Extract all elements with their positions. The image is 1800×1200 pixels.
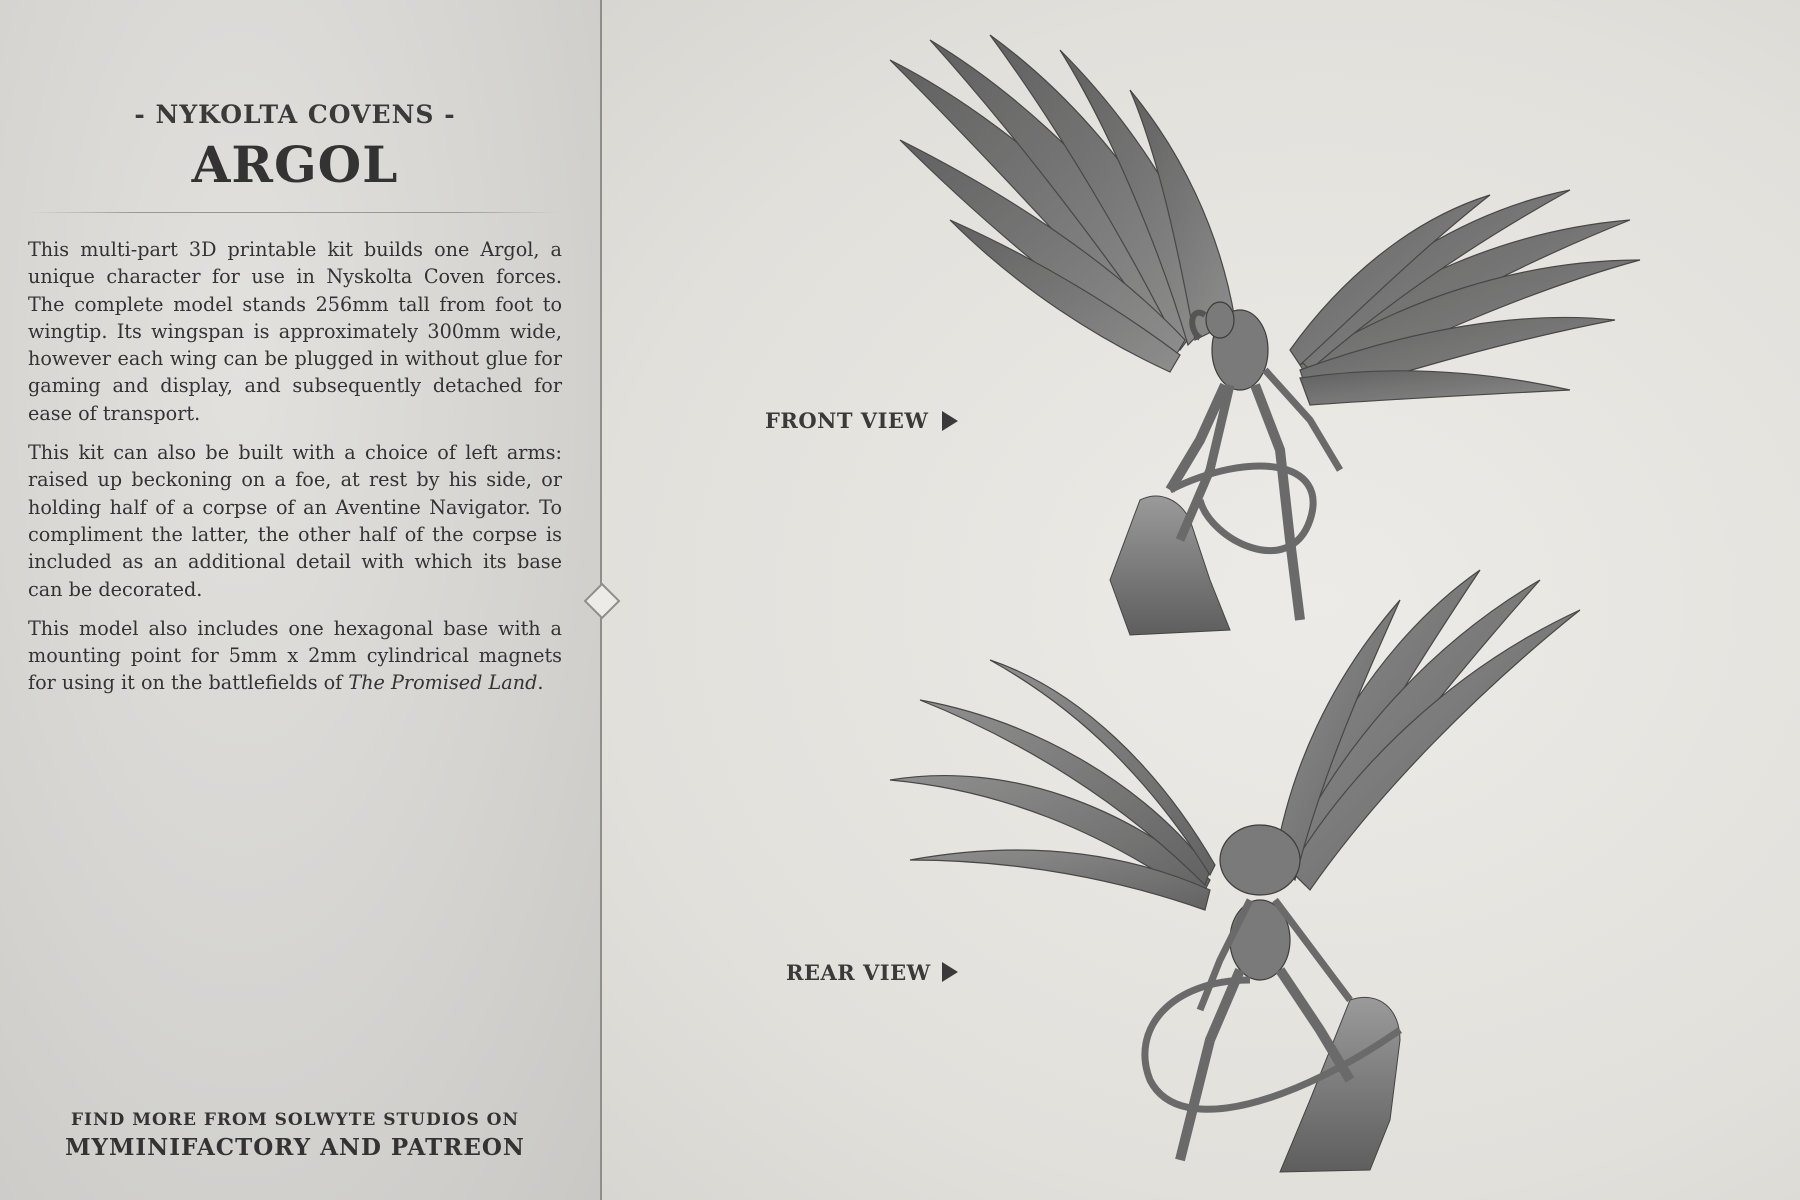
left-wing: [890, 35, 1235, 372]
game-title: The Promised Land: [348, 671, 538, 695]
rear-view-label: REAR VIEW: [786, 960, 931, 985]
footer-line-2: MYMINIFACTORY AND PATREON: [65, 1134, 525, 1161]
description-paragraph-1: This multi-part 3D printable kit builds one Argol, a unique character for use in Nyskolta Coven forces. The complete model stands 256mm tall from foot to wingtip. Its wingspan is approximately 300mm wide, however each wing can be plugged in without glue for gaming and display, and subsequently detached for ease of transport.: [28, 238, 562, 425]
description-paragraph-3-text: This model also includes one hexagonal base with a mounting point for 5mm x 2mm cylindrical magnets for using it on the battlefields of: [28, 616, 562, 695]
title-rule: [30, 212, 560, 213]
right-wing: [1290, 190, 1640, 405]
footer-line-1: FIND MORE FROM SOLWYTE STUDIOS ON: [70, 1110, 520, 1130]
rear-right-wing: [1275, 570, 1580, 890]
rear-left-wing: [890, 660, 1215, 910]
description-paragraph-3-end: .: [537, 671, 544, 695]
model-title: ARGOL: [191, 135, 399, 194]
front-view-label: FRONT VIEW: [765, 408, 929, 433]
front-view-figure: [870, 20, 1650, 650]
rear-view-figure: [880, 560, 1640, 1180]
description-paragraph-2: This kit can also be built with a choice of left arms: raised up beckoning on a foe, at rest by his side, or holding half of a corpse of an Aventine Navigator. To compliment the latter, the other half of the corpse is included as an additional detail with which its base can be decorated.: [28, 441, 562, 601]
description: [28, 236, 562, 709]
faction-subtitle: - NYKOLTA COVENS -: [134, 100, 456, 129]
description-paragraph-3: [28, 615, 562, 697]
